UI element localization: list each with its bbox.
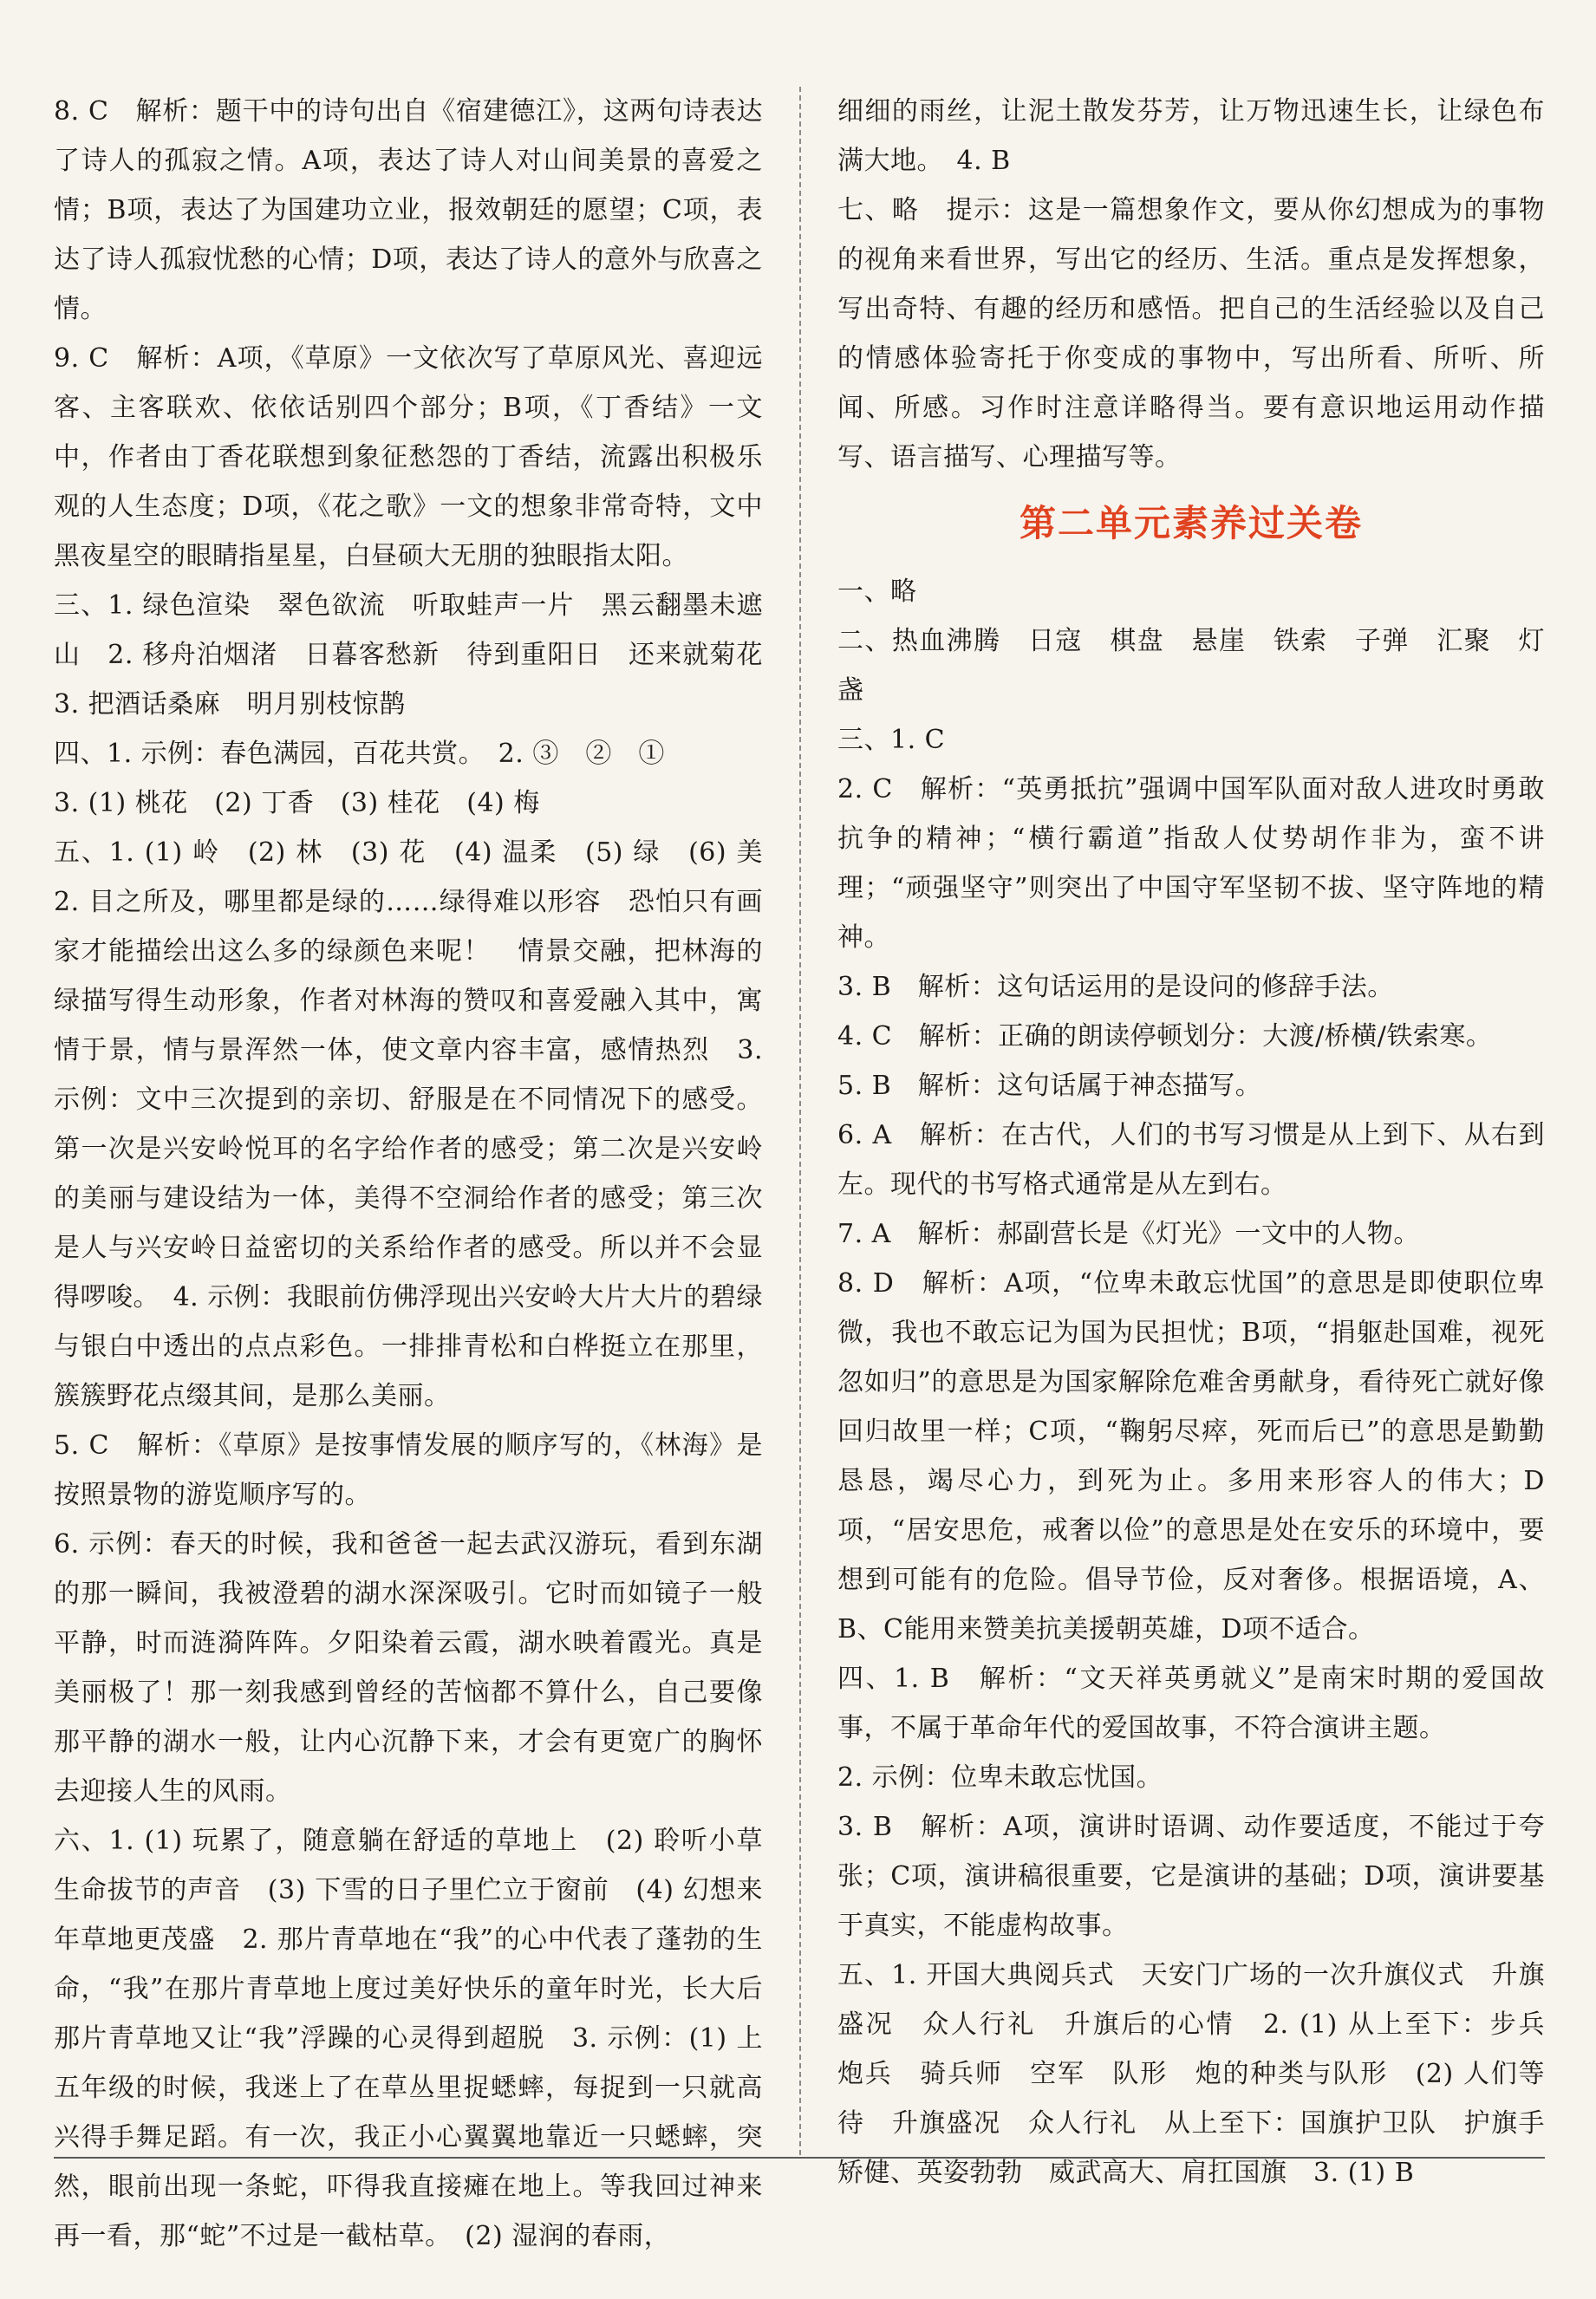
unit2-q4-2: 2. 示例：位卑未敢忘忧国。 xyxy=(837,1762,1163,1793)
unit2-q4-3: 3. B 解析：A项，演讲时语调、动作要适度，不能过于夸张；C项，演讲稿很重要，它是演讲的基础；D项，演讲要基于真实，不能虚构故事。 xyxy=(837,1812,1545,1941)
unit2-q3-3: 3. B 解析：这句话运用的是设问的修辞手法。 xyxy=(837,972,1394,1002)
answer-section-5-q6: 6. 示例：春天的时候，我和爸爸一起去武汉游玩，看到东湖的那一瞬间，我被澄碧的湖水深深吸引。它时而如镜子一般平静，时而涟漪阵阵。夕阳染着云霞，湖水映着霞光。真是美丽极了！那一刻我感到曾经的苦恼都不算什么，自己要像那平静的湖水一般，让内心沉静下来，才会有更宽广的胸怀去迎接人生的风雨。 xyxy=(54,1529,763,1807)
unit2-q3-2: 2. C 解析：“英勇抵抗”强调中国军队面对敌人进攻时勇敢抗争的精神；“横行霸道”指敌人仗势胡作非为，蛮不讲理；“顽强坚守”则突出了中国守军坚韧不拔、坚守阵地的精神。 xyxy=(837,774,1545,953)
unit2-q3-1: 三、1. C xyxy=(837,725,946,755)
answer-section-4-part3: 3. (1) 桃花 (2) 丁香 (3) 桂花 (4) 梅 xyxy=(54,788,540,818)
answer-continued: 细细的雨丝，让泥土散发芬芳，让万物迅速生长，让绿色布满大地。 4. B xyxy=(837,96,1545,176)
unit2-q4-1: 四、1. B 解析：“文天祥英勇就义”是南宋时期的爱国故事，不属于革命年代的爱国故事，不符合演讲主题。 xyxy=(837,1664,1545,1743)
unit2-section-2: 二、热血沸腾 日寇 棋盘 悬崖 铁索 子弹 汇聚 灯盏 xyxy=(837,626,1545,706)
unit2-section-5: 五、1. 开国大典阅兵式 天安门广场的一次升旗仪式 升旗盛况 众人行礼 升旗后的心情 2. (1) 从上至下：步兵 炮兵 骑兵师 空军 队形 炮的种类与队形 (2) 人们等待 升旗盛况 众人行礼 从上至下：国旗护卫队 护旗手 矫健、英姿勃勃 威武高大、肩扛国旗 3. (1) B xyxy=(837,1960,1572,2188)
answer-section-4-part1: 四、1. 示例：春色满园，百花共赏。 2. ③ ② ① xyxy=(54,739,665,769)
right-column xyxy=(837,87,1572,2198)
bottom-rule xyxy=(54,2157,1545,2159)
answer-section-6: 六、1. (1) 玩累了，随意躺在舒适的草地上 (2) 聆听小草生命拔节的声音 (3) 下雪的日子里伫立于窗前 (4) 幻想来年草地更茂盛 2. 那片青草地在“我”的心中代表了蓬勃的生命，“我”在那片青草地上度过美好快乐的童年时光，长大后那片青草地又让“我”浮躁的心灵得到超脱 3. 示例：(1) 上五年级的时候，我迷上了在草丛里捉蟋蟀，每捉到一只就高兴得手舞足蹈。有一次，我正小心翼翼地靠近一只蟋蟀，突然，眼前出现一条蛇，吓得我直接瘫在地上。等我回过神来再一看，那“蛇”不过是一截枯草。 (2) 湿润的春雨， xyxy=(54,1826,763,2251)
unit2-q3-8: 8. D 解析：A项，“位卑未敢忘忧国”的意思是即使职位卑微，我也不敢忘记为国为民担忧；B项，“捐躯赴国难，视死忽如归”的意思是为国家解除危难舍勇献身，看待死亡就好像回归故里一样；C项，“鞠躬尽瘁，死而后已”的意思是勤勤恳恳，竭尽心力，到死为止。多用来形容人的伟大；D项，“居安思危，戒奢以俭”的意思是处在安乐的环境中，要想到可能有的危险。倡导节俭，反对奢侈。根据语境，A、B、C能用来赞美抗美援朝英雄，D项不适合。 xyxy=(837,1268,1545,1644)
answer-section-7: 七、略 提示：这是一篇想象作文，要从你幻想成为的事物的视角来看世界，写出它的经历、生活。重点是发挥想象，写出奇特、有趣的经历和感悟。把自己的生活经验以及自己的情感体验寄托于你变成的事物中，写出所看、所听、所闻、所感。习作时注意详略得当。要有意识地运用动作描写、语言描写、心理描写等。 xyxy=(837,195,1545,472)
unit2-section-1: 一、略 xyxy=(837,576,917,607)
section-title: 第二单元素养过关卷 xyxy=(1019,502,1363,544)
answer-section-3: 三、1. 绿色渲染 翠色欲流 听取蛙声一片 黑云翻墨未遮山 2. 移舟泊烟渚 日暮客愁新 待到重阳日 还来就菊花 3. 把酒话桑麻 明月别枝惊鹊 xyxy=(54,590,790,720)
unit2-q3-7: 7. A 解析：郝副营长是《灯光》一文中的人物。 xyxy=(837,1219,1420,1249)
answer-section-5-q5: 5. C 解析：《草原》是按事情发展的顺序写的，《林海》是按照景物的游览顺序写的。 xyxy=(54,1430,763,1510)
answer-q9: 9. C 解析：A项，《草原》一文依次写了草原风光、喜迎远客、主客联欢、依依话别四个部分；B项，《丁香结》一文中，作者由丁香花联想到象征愁怨的丁香结，流露出积极乐观的人生态度；D项，《花之歌》一文的想象非常奇特，文中黑夜星空的眼睛指星星，白昼硕大无朋的独眼指太阳。 xyxy=(54,343,763,571)
answer-section-5: 五、1. (1) 岭 (2) 林 (3) 花 (4) 温柔 (5) 绿 (6) 美 2. 目之所及，哪里都是绿的……绿得难以形容 恐怕只有画家才能描绘出这么多的绿颜色来呢！ 情景交融，把林海的绿描写得生动形象，作者对林海的赞叹和喜爱融入其中，寓情于景，情与景浑然一体，使文章内容丰富，感情热烈 3. 示例：文中三次提到的亲切、舒服是在不同情况下的感受。第一次是兴安岭悦耳的名字给作者的感受；第二次是兴安岭的美丽与建设结为一体，美得不空洞给作者的感受；第三次是人与兴安岭日益密切的关系给作者的感受。所以并不会显得啰唆。 4. 示例：我眼前仿佛浮现出兴安岭大片大片的碧绿与银白中透出的点点彩色。一排排青松和白桦挺立在那里，簇簇野花点缀其间，是那么美丽。 xyxy=(54,837,790,1411)
unit2-q3-5: 5. B 解析：这句话属于神态描写。 xyxy=(837,1071,1262,1101)
left-column xyxy=(54,87,790,2261)
column-divider xyxy=(799,87,801,2155)
unit2-q3-6: 6. A 解析：在古代，人们的书写习惯是从上到下、从右到左。现代的书写格式通常是从左到右。 xyxy=(837,1120,1545,1200)
unit2-q3-4: 4. C 解析：正确的朗读停顿划分：大渡/桥横/铁索寒。 xyxy=(837,1021,1493,1052)
answer-q8: 8. C 解析：题干中的诗句出自《宿建德江》，这两句诗表达了诗人的孤寂之情。A项，表达了诗人对山间美景的喜爱之情；B项，表达了为国建功立业，报效朝廷的愿望；C项，表达了诗人孤寂忧愁的心情；D项，表达了诗人的意外与欣喜之情。 xyxy=(54,96,763,324)
